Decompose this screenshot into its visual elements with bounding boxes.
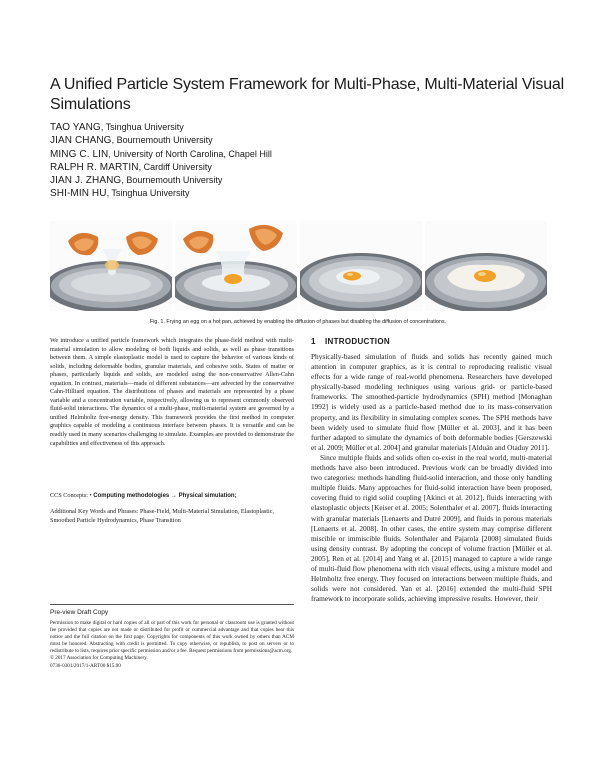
egg-spreading-image — [300, 221, 422, 311]
author-name: SHI-MIN HU — [50, 188, 107, 200]
egg-cracking-image — [50, 221, 172, 311]
author-name: TAO YANG — [50, 122, 101, 133]
ccs-concepts — [50, 492, 294, 501]
ccs-value: Computing methodologies → Physical simulation; — [93, 493, 237, 499]
author-name: JIAN CHANG — [50, 135, 112, 147]
author-list — [50, 121, 450, 201]
draft-label: Pre-view Draft Copy — [50, 604, 294, 617]
permission-text: Permission to make digital or hard copies of all or part of this work for personal or classroom use is granted without fee provided that copies are not made or distributed for profit or commercial advantage and that copies bear this notice and the full citation on the first page. Copyrights for components of this work owned by others than ACM must be honored. Abstracting with credit is permitted. To copy otherwise, or republish, to post on servers or to redistribute to lists, requires prior specific permission and/or a fee. Request permissions from permissions@acm.org. — [50, 620, 294, 655]
figure-panel-egg-pouring — [175, 221, 297, 311]
intro-paragraph: Since multiple fluids and solids often co-exist in the real world, multi-material methods have also been introduced. Previous work can be broadly divided into two categories: methods handling fluid-solid interaction, and those only handling multiple fluids. Many approaches for fluid-solid interaction have been proposed, covering fluid to rigid solid coupling [Akinci et al. 2012], fluids interacting with elastoplastic objects [Keiser et al. 2005; Solenthaler et al. 2007], fluids interacting with granular materials [Lenaerts and Dutré 2009], and fluids in porous materials [Lenaerts et al. 2008]. In other cases, the entire system may comprise different miscible or immiscible fluids. Solenthaler and Pajarola [2008] simulated fluids using density contrast. By adopting the concept of volume fraction [Müller et al. 2005], Ren et al. [2014] and Yang et al. [2015] managed to capture a wide range of multi-fluid flow phenomena with rich visual effects, using a mixture model and Helmholtz free energy. They focused on interactions between multiple fluids, and solids were not considered. Yan et al. [2016] extended the multi-fluid SPH framework to incorporate solids, achieving impressive results. However, their — [311, 452, 552, 604]
author-affiliation: Tsinghua University — [105, 122, 184, 132]
author-affiliation: University of North Carolina, Chapel Hill — [113, 148, 272, 159]
egg-fried-image — [425, 221, 547, 311]
intro-paragraph: Physically-based simulation of fluids and solids has recently gained much attention in computer graphics, as it is central to reproducing realistic visual effects for a wide range of real-world phenomena. Researchers have developed physically-based modeling techniques using various grid- or particle-based frameworks. The smoothed-particle hydrodynamics (SPH) method [Monaghan 1992] is widely used as a particle-based method due to its mass-conservation property, and its flexibility in simulating complex scenes. The SPH methods have been widely used to simulate fluid flow [Müller et al. 2003], and it has been further adapted to simulate the dynamics of both deformable bodies [Gerszewski et al. 2009; Müller et al. 2004] and granular materials [Alduán and Otaduy 2011]. — [311, 352, 552, 452]
figure-panel-egg-cracking — [50, 221, 172, 311]
abstract: We introduce a unified particle framework which integrates the phase-field method with multi-material simulation to allow modeling of both liquids and solids, as well as phase transitions between them. A simple elastoplastic model is used to capture the behavior of various kinds of solids, including deformable bodies, granular materials, and cohesive soils. States of matter or phases, particularly liquids and solids, are modeled using the non-conservative Allen-Cahn equation. In contrast, materials—made of different substances—are advected by the conservative Cahn-Hilliard equation. The distributions of phases and materials are represented by a phase variable and a concentration variable, respectively, allowing us to represent commonly observed fluid-solid interactions. The dynamics of a multi-phase, multi-material system are governed by a unified Helmholtz free-energy density. This framework provides the first method in computer graphics capable of modeling a continuous interface between phases. It is versatile and can be readily used in many scenarios challenging to simulate. Examples are provided to demonstrate the capabilities and effectiveness of this approach. — [50, 337, 294, 447]
section-number: 1 — [311, 337, 316, 346]
figure-panel-egg-spreading — [300, 221, 422, 311]
teaser-figure — [50, 221, 546, 311]
copyright-line: © 2017 Association for Computing Machinery. — [50, 655, 148, 662]
author-affiliation: Tsinghua University — [111, 188, 190, 199]
paper-title: A Unified Particle System Framework for Multi-Phase, Multi-Material Visual Simulations — [50, 76, 564, 113]
author-entry: SHI-MIN HU, Tsinghua University — [50, 188, 190, 200]
figure-caption: Fig. 1. Frying an egg on a hot pan, achieved by enabling the diffusion of phases but disabling the diffusion of concentrations. — [149, 319, 447, 325]
egg-pouring-image — [175, 221, 297, 311]
author-name: RALPH R. MARTIN — [50, 161, 139, 173]
author-affiliation: Bournemouth University — [116, 135, 213, 146]
author-name: JIAN J. ZHANG — [50, 175, 122, 187]
doi-line: 0730-0301/2017/1-ART00 $15.00 — [50, 662, 121, 669]
author-entry: JIAN J. ZHANG, Bournemouth University — [50, 175, 223, 187]
author-affiliation: Cardiff University — [143, 161, 212, 172]
section-heading — [311, 337, 551, 347]
permission-notice — [50, 620, 294, 670]
author-name: MING C. LIN — [50, 148, 109, 160]
author-affiliation: Bournemouth University — [126, 175, 223, 186]
author-entry: RALPH R. MARTIN, Cardiff University — [50, 161, 212, 173]
author-entry: TAO YANG, Tsinghua University — [50, 122, 184, 133]
figure-panel-egg-fried — [425, 221, 547, 311]
introduction-body — [311, 352, 552, 604]
ccs-label: CCS Concepts: • — [50, 492, 92, 499]
author-entry: MING C. LIN, University of North Carolina, Chapel Hill — [50, 148, 272, 160]
keywords: Additional Key Words and Phrases: Phase-Field, Multi-Material Simulation, Elastoplastic, Smoothed Particle Hydrodynamics, Phase Transition — [50, 508, 274, 524]
author-entry: JIAN CHANG, Bournemouth University — [50, 135, 213, 147]
section-title: INTRODUCTION — [325, 337, 390, 346]
